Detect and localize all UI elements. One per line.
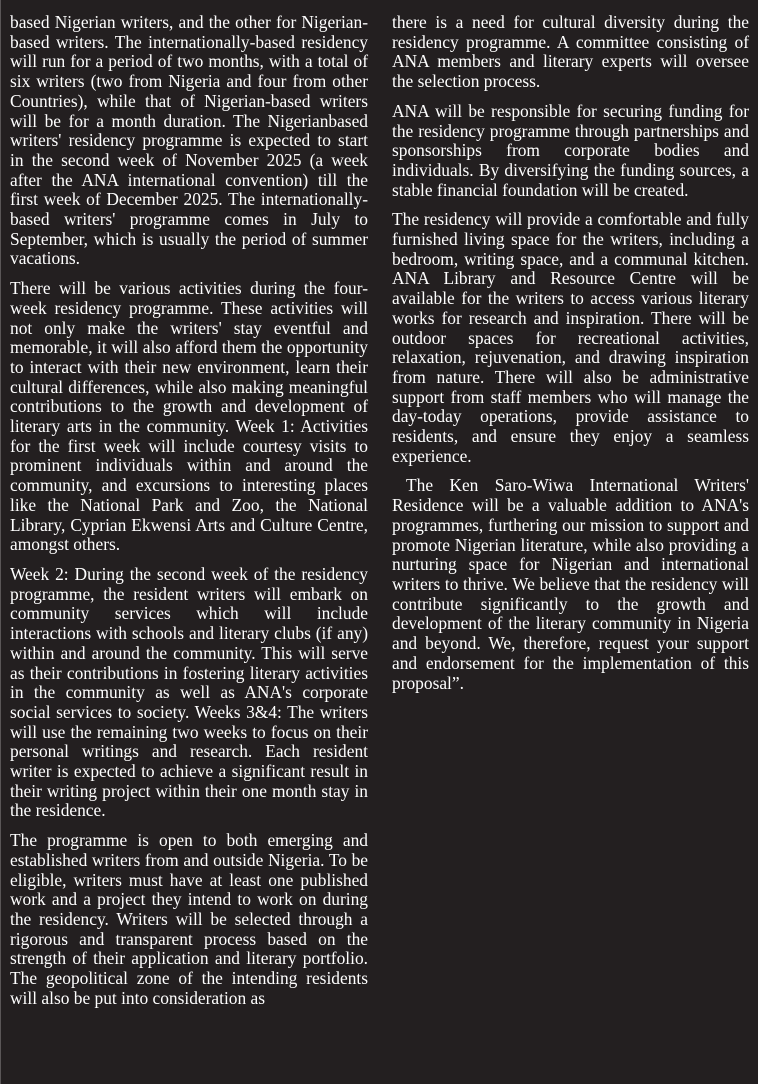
paragraph-residency-durations: based Nigerian writers, and the other for Nigerian-based writers. The internationally-based residency will run for a period of two months, with a total of six writers (two from Nigeria and four from other Countries), while that of Nigerian-based writers will be for a month duration. The Nigerianbased writers' residency programme is expected to start in the second week of November 2025 (a week after the ANA international convention) till the first week of December 2025. The internationally-based writers' programme comes in July to September, which is usually the period of summer vacations. [10,12,368,269]
right-text-column [392,13,749,703]
paragraph-conclusion: The Ken Saro-Wiwa International Writers' Residence will be a valuable addition to ANA's programmes, furthering our mission to support and promote Nigerian literature, while also providing a nurturing space for Nigerian and international writers to thrive. We believe that the residency will contribute significantly to the growth and development of the literary community in Nigeria and beyond. We, therefore, request your support and endorsement for the implementation of this proposal”. [392,475,749,693]
left-text-column [10,13,368,1018]
paragraph-activities-week1: There will be various activities during the four-week residency programme. These activities will not only make the writers' stay eventful and memorable, it will also afford them the opportunity to interact with their new environment, learn their cultural differences, while also making meaningful contributions to the growth and development of literary arts in the community. Week 1: Activities for the first week will include courtesy visits to prominent individuals within and around the community, and excursions to interesting places like the National Park and Zoo, the National Library, Cyprian Ekwensi Arts and Culture Centre, amongst others. [10,278,368,555]
paragraph-eligibility: The programme is open to both emerging and established writers from and outside Nigeria. To be eligible, writers must have at least one published work and a project they intend to work on during the residency. Writers will be selected through a rigorous and transparent process based on the strength of their application and literary portfolio. The geopolitical zone of the intending residents will also be put into consideration as [10,830,368,1008]
paragraph-facilities: The residency will provide a comfortable and fully furnished living space for the writers, including a bedroom, writing space, and a communal kitchen. ANA Library and Resource Centre will be available for the writers to access various literary works for research and inspiration. There will be outdoor spaces for recreational activities, relaxation, rejuvenation, and drawing inspiration from nature. There will also be administrative support from staff members who will manage the day-today operations, provide assistance to residents, and ensure they enjoy a seamless experience. [392,209,749,466]
paragraph-week2-weeks3-4: Week 2: During the second week of the residency programme, the resident writers will embark on community services which will include interactions with schools and literary clubs (if any) within and around the community. This will serve as their contributions in fostering literary activities in the community as well as ANA's corporate social services to society. Weeks 3&4: The writers will use the remaining two weeks to focus on their personal writings and research. Each resident writer is expected to achieve a significant result in their writing project within their one month stay in the residence. [10,563,368,821]
paragraph-funding: ANA will be responsible for securing funding for the residency programme through partnerships and sponsorships from corporate bodies and individuals. By diversifying the funding sources, a stable financial foundation will be created. [392,100,749,200]
paragraph-selection-committee: there is a need for cultural diversity during the residency programme. A committee consisting of ANA members and literary experts will oversee the selection process. [392,12,749,92]
